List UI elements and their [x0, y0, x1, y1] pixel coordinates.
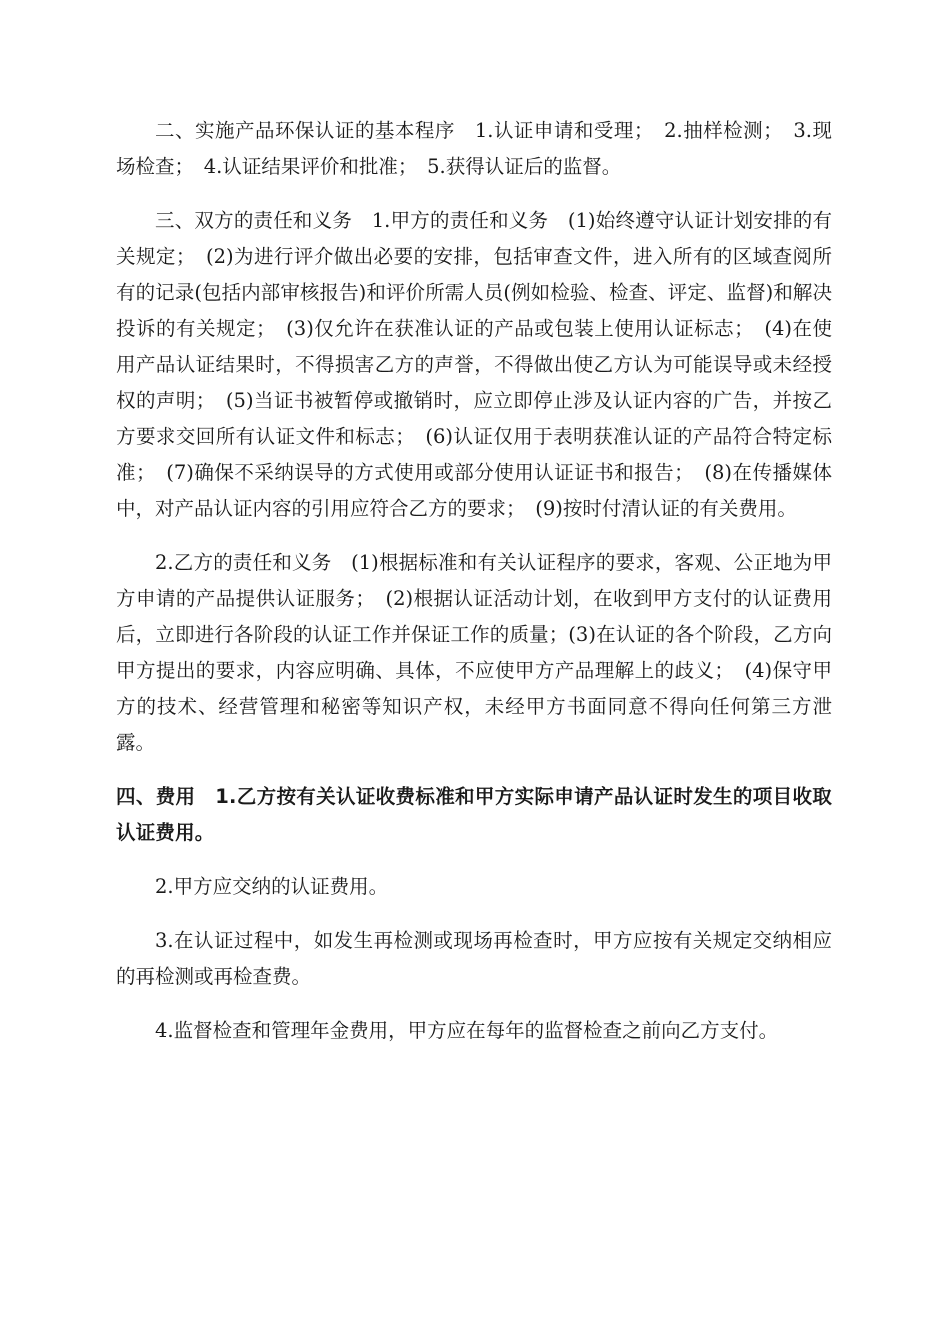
document-body — [116, 113, 832, 1067]
paragraph-party-a-duties: 三、双方的责任和义务 1.甲方的责任和义务 (1)始终遵守认证计划安排的有关规定； (2)为进行评介做出必要的安排，包括审查文件，进入所有的区域查阅所有的记录(包括内部审核报告)和评价所需人员(例如检验、检查、评定、监督)和解决投诉的有关规定； (3)仅允许在获准认证的产品或包装上使用认证标志； (4)在使用产品认证结果时，不得损害乙方的声誉，不得做出使乙方认为可能误导或未经授权的声明； (5)当证书被暂停或撤销时，应立即停止涉及认证内容的广告，并按乙方要求交回所有认证文件和标志； (6)认证仅用于表明获准认证的产品符合特定标准； (7)确保不采纳误导的方式使用或部分使用认证证书和报告； (8)在传播媒体中，对产品认证内容的引用应符合乙方的要求； (9)按时付清认证的有关费用。 — [116, 209, 832, 520]
paragraph-fee-item-3: 3.在认证过程中，如发生再检测或现场再检查时，甲方应按有关规定交纳相应的再检测或再检查费。 — [116, 929, 832, 988]
paragraph-fee-item-4: 4.监督检查和管理年金费用，甲方应在每年的监督检查之前向乙方支付。 — [155, 1019, 779, 1042]
paragraph-party-b-duties: 2.乙方的责任和义务 (1)根据标准和有关认证程序的要求，客观、公正地为甲方申请的产品提供认证服务； (2)根据认证活动计划，在收到甲方支付的认证费用后，立即进行各阶段的认证工作并保证工作的质量；(3)在认证的各个阶段，乙方向甲方提出的要求，内容应明确、具体，不应使甲方产品理解上的歧义； (4)保守甲方的技术、经营管理和秘密等知识产权，未经甲方书面同意不得向任何第三方泄露。 — [116, 551, 832, 754]
paragraph-fees-heading: 四、费用 1.乙方按有关认证收费标准和甲方实际申请产品认证时发生的项目收取认证费用。 — [116, 785, 832, 844]
paragraph-fee-item-2: 2.甲方应交纳的认证费用。 — [155, 875, 389, 898]
paragraph-procedure: 二、实施产品环保认证的基本程序 1.认证申请和受理； 2.抽样检测； 3.现场检查； 4.认证结果评价和批准； 5.获得认证后的监督。 — [116, 119, 832, 178]
